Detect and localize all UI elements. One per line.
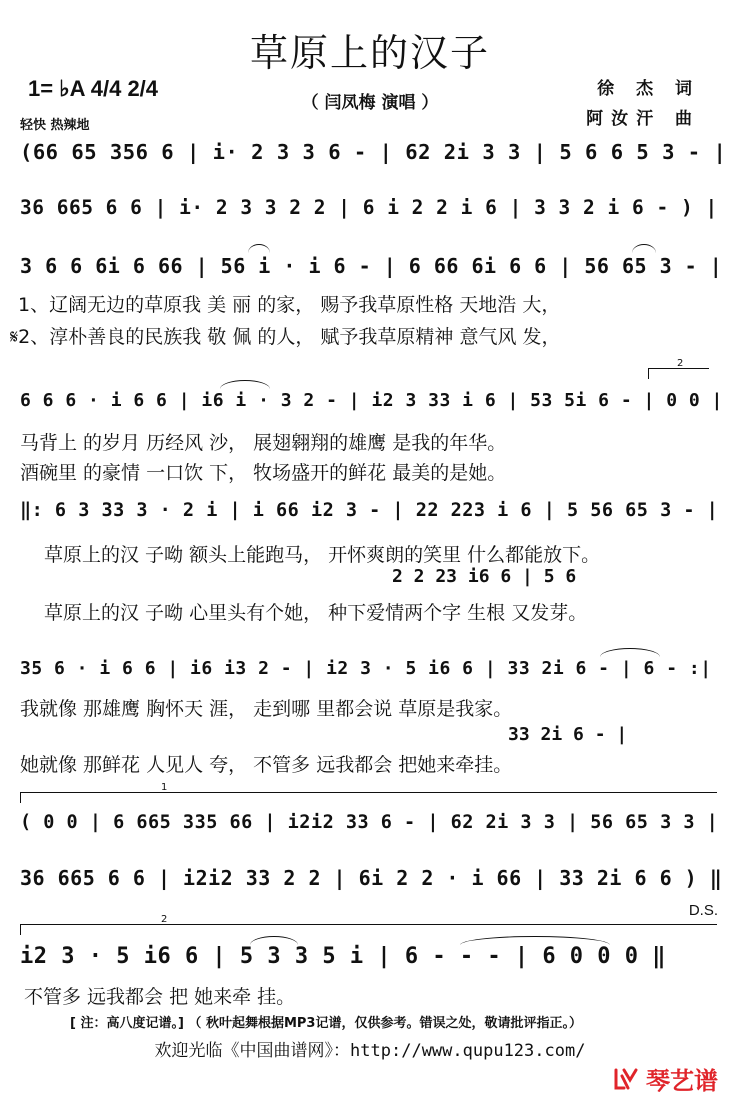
page-title: 草原上的汉子 xyxy=(249,31,490,75)
lyric-line: 酒碗里 的豪情 一口饮 下， 牧场盛开的鲜花 最美的是她。 xyxy=(20,462,507,484)
transcription-note: [ 注：高八度记谱。] （ 秋叶起舞根据MP3记谱，仅供参考。错误之处，敬请批评指正。） xyxy=(70,1016,582,1031)
volta-bracket-2b: 2 xyxy=(20,924,717,935)
tie-mark xyxy=(632,244,656,253)
notation-line: ( 0 0 | 6 665 335 66 | i2i2 33 6 - | 62 2i 3 3 | 56 65 3 3 | xyxy=(20,812,719,833)
tempo-marking: 轻快 热辣地 xyxy=(20,118,90,133)
alternate-notation: 2 2 23 i6 6 | 5 6 xyxy=(392,566,577,587)
welcome-text: 欢迎光临《中国曲谱网》： xyxy=(154,1041,351,1061)
brand-logo[interactable] xyxy=(612,1061,718,1096)
key-signature: 1= ♭A 4/4 2/4 xyxy=(28,76,159,101)
tie-mark xyxy=(460,936,610,945)
notation-line: 36 665 6 6 | i2i2 33 2 2 | 6i 2 2 · i 66 | 33 2i 6 6 ) ‖ xyxy=(20,866,723,890)
notation-line: ‖: 6 3 33 3 · 2 i | i 66 i2 3 - | 22 223 i 6 | 5 56 65 3 - | xyxy=(20,500,719,521)
tie-mark xyxy=(220,380,270,389)
lyric-line: 𝄋2、淳朴善良的民族我 敬 佩 的人， 赋予我草原精神 意气风 发， xyxy=(10,326,561,348)
notation-line: 35 6 · i 6 6 | i6 i3 2 - | i2 3 · 5 i6 6 | 33 2i 6 - | 6 - :| xyxy=(20,658,712,679)
lyric-line: 1、辽阔无边的草原我 美 丽 的家， 赐予我草原性格 天地浩 大， xyxy=(18,294,561,316)
lyric-line: 我就像 那雄鹰 胸怀天 涯， 走到哪 里都会说 草原是我家。 xyxy=(20,698,513,720)
lyric-line: 她就像 那鲜花 人见人 夸， 不管多 远我都会 把她来牵挂。 xyxy=(20,754,513,776)
notation-line: 6 6 6 · i 6 6 | i6 i · 3 2 - | i2 3 33 i 6 | 53 5i 6 - | 0 0 | xyxy=(20,390,723,411)
composer-credit: 阿汝汗 曲 xyxy=(586,109,700,129)
notation-line: 3 6 6 6i 6 66 | 56 i · i 6 - | 6 66 6i 6 6 | 56 65 3 - | xyxy=(20,254,723,278)
brand-logo-icon xyxy=(612,1066,640,1092)
lyricist-credit: 徐 杰 词 xyxy=(597,79,700,99)
brand-logo-text: 琴艺谱 xyxy=(646,1067,718,1095)
notation-line: 36 665 6 6 | i· 2 3 3 2 2 | 6 i 2 2 i 6 | 3 3 2 i 6 - ) | xyxy=(20,196,718,219)
notation-line: (66 65 356 6 | i· 2 3 3 6 - | 62 2i 3 3 | 5 6 6 5 3 - | xyxy=(20,140,727,164)
site-link[interactable]: http://www.qupu123.com/ xyxy=(350,1041,586,1061)
tie-mark xyxy=(250,936,298,945)
alternate-notation: 33 2i 6 - | xyxy=(508,724,628,745)
volta-bracket-1: 1 xyxy=(20,792,717,803)
lyric-line: 不管多 远我都会 把 她来牵 挂。 xyxy=(24,986,296,1008)
volta-bracket-2: 2 xyxy=(648,368,709,379)
dal-segno-mark: D.S. xyxy=(688,902,718,919)
notation-line: i2 3 · 5 i6 6 | 5 3 3 5 i | 6 - - - | 6 0 0 0 ‖ xyxy=(20,944,667,969)
welcome-line xyxy=(0,1036,740,1061)
tie-mark xyxy=(248,244,270,253)
singer-label: （ 闫凤梅 演唱 ） xyxy=(301,93,439,113)
tie-mark xyxy=(600,648,660,657)
lyric-line: 马背上 的岁月 历经风 沙， 展翅翱翔的雄鹰 是我的年华。 xyxy=(20,432,507,454)
lyric-line: 草原上的汉 子呦 额头上能跑马， 开怀爽朗的笑里 什么都能放下。 xyxy=(44,544,601,566)
lyric-line: 草原上的汉 子呦 心里头有个她， 种下爱情两个字 生根 又发芽。 xyxy=(44,602,588,624)
